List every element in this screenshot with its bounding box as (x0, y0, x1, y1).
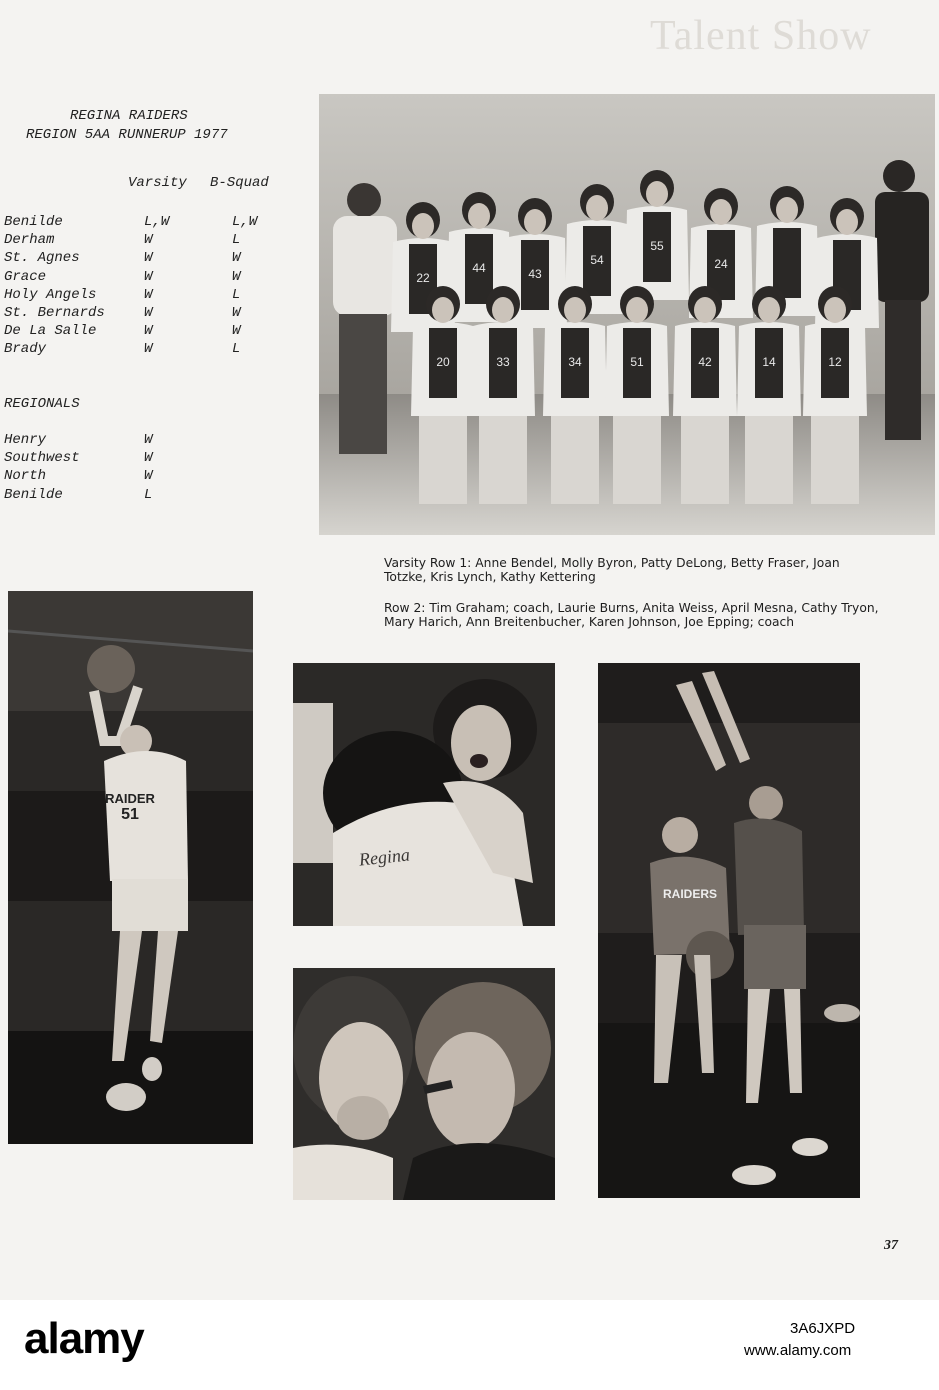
defense-drawing (598, 663, 860, 1198)
back-jersey-number: 54 (590, 253, 604, 267)
result-row (4, 304, 274, 322)
caption-varsity-row1: Varsity Row 1: Anne Bendel, Molly Byron, Patty DeLong, Betty Fraser, Joan Totzke, Kris Lynch, Kathy Kettering (384, 556, 840, 584)
bsquad-result: W (232, 268, 241, 285)
result-row (4, 231, 274, 249)
celebration-hug-photo (293, 663, 555, 926)
watermark-url: www.alamy.com (744, 1342, 852, 1359)
hug-jacket-text: Regina (357, 844, 411, 870)
opponent-name: North (4, 468, 47, 485)
season-results (4, 213, 274, 359)
page-number: 37 (884, 1238, 898, 1253)
front-jersey-number: 20 (436, 355, 450, 369)
column-header-varsity: Varsity (128, 175, 187, 191)
opponent-name: Southwest (4, 450, 80, 467)
result-row (4, 286, 274, 304)
watermark-brand: alamy (24, 1314, 144, 1363)
front-jersey-number: 33 (496, 355, 510, 369)
bsquad-result: L (232, 341, 241, 358)
regionals-heading: REGIONALS (4, 396, 80, 412)
varsity-result: W (144, 341, 153, 358)
bsquad-result: W (232, 250, 241, 267)
varsity-result: W (144, 268, 153, 285)
varsity-result: L,W (144, 214, 170, 230)
team-photo-drawing (319, 94, 935, 535)
column-header-bsquad: B-Squad (210, 175, 269, 191)
front-jersey-number: 42 (698, 355, 712, 369)
varsity-result: W (144, 286, 153, 303)
front-jersey-number: 34 (568, 355, 582, 369)
back-jersey-number: 22 (416, 271, 430, 285)
varsity-result: W (144, 468, 153, 485)
varsity-result: L (144, 486, 153, 503)
opponent-name: Grace (4, 268, 47, 285)
opponent-name: Henry (4, 432, 47, 448)
defense-photo (598, 663, 860, 1198)
bsquad-result: W (232, 323, 241, 340)
bsquad-result: L (232, 286, 241, 303)
opponent-name: Derham (4, 232, 55, 249)
result-row (4, 449, 274, 467)
jump-shot-drawing (8, 591, 253, 1144)
watermark-image-code: 3A6JXPD (790, 1320, 856, 1337)
back-jersey-number: 55 (650, 239, 664, 253)
result-row (4, 431, 274, 449)
celebration-hug-drawing (293, 663, 555, 926)
result-row (4, 249, 274, 267)
front-jersey-number: 51 (630, 355, 644, 369)
emotional-moment-drawing (293, 968, 555, 1200)
opponent-name: St. Agnes (4, 250, 80, 267)
jump-shot-photo (8, 591, 253, 1144)
emotional-moment-photo (293, 968, 555, 1200)
varsity-result: W (144, 304, 153, 321)
team-subtitle: REGION 5AA RUNNERUP 1977 (26, 127, 228, 143)
opponent-name: De La Salle (4, 323, 97, 340)
ghost-title-bleedthrough: Talent Show (650, 13, 872, 59)
result-row (4, 322, 274, 340)
caption-row2: Row 2: Tim Graham; coach, Laurie Burns, Anita Weiss, April Mesna, Cathy Tryon, Mary Harich, Ann Breitenbucher, Karen Johnson, Joe Epping; coach (384, 601, 879, 629)
opponent-name: St. Bernards (4, 304, 105, 321)
bsquad-result: L (232, 232, 241, 249)
team-title: REGINA RAIDERS (70, 108, 188, 124)
varsity-result: W (144, 323, 153, 340)
varsity-result: W (144, 432, 153, 448)
varsity-result: W (144, 232, 153, 249)
basketball-icon (87, 645, 135, 693)
result-row (4, 467, 274, 485)
opponent-name: Holy Angels (4, 286, 97, 303)
guard-jersey-text: RAIDERS (662, 887, 718, 901)
shot-jersey-text: RAIDER (105, 791, 155, 806)
opponent-name: Brady (4, 341, 47, 358)
opponent-name: Benilde (4, 214, 63, 230)
bsquad-result: L,W (232, 214, 258, 230)
result-row (4, 340, 274, 358)
front-jersey-number: 12 (828, 355, 842, 369)
team-photo (319, 94, 935, 535)
result-row (4, 268, 274, 286)
result-row (4, 486, 274, 504)
opponent-name: Benilde (4, 486, 63, 503)
result-row (4, 213, 274, 231)
bsquad-result: W (232, 304, 241, 321)
varsity-result: W (144, 450, 153, 467)
shot-jersey-number: 51 (121, 806, 139, 823)
regionals-results (4, 431, 274, 504)
stock-watermark-bar (0, 1300, 939, 1390)
back-jersey-number: 44 (472, 261, 486, 275)
front-jersey-number: 14 (762, 355, 776, 369)
back-jersey-number: 24 (714, 257, 728, 271)
back-jersey-number: 43 (528, 267, 542, 281)
varsity-result: W (144, 250, 153, 267)
